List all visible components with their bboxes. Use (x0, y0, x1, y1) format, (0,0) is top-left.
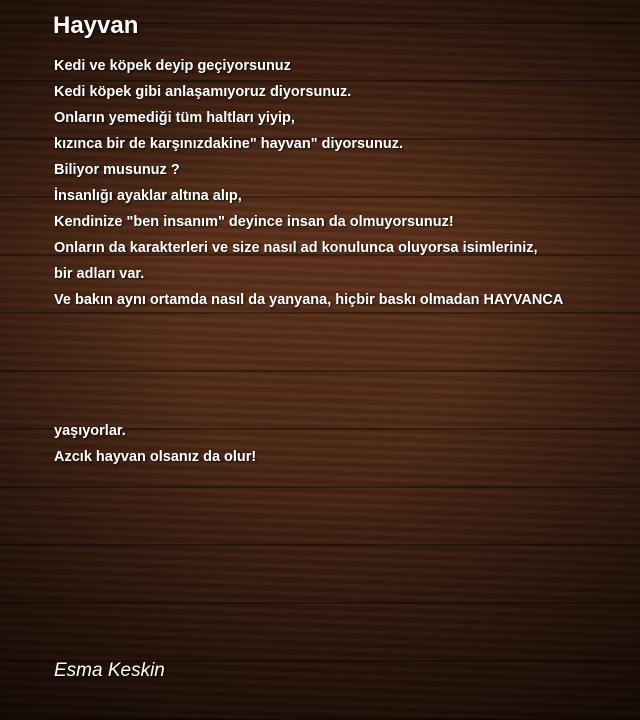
poem-line: yaşıyorlar. (54, 423, 126, 439)
poem-line: İnsanlığı ayaklar altına alıp, (54, 188, 242, 204)
poem-line: Onların yemediği tüm haltları yiyip, (54, 110, 295, 126)
author-name: Esma Keskin (54, 660, 165, 681)
poem-line: Kedi köpek gibi anlaşamıyoruz diyorsunuz. (54, 84, 352, 100)
poem-line: Kedi ve köpek deyip geçiyorsunuz (54, 58, 291, 74)
poem-line: bir adları var. (54, 266, 145, 282)
poem-line: Azcık hayvan olsanız da olur! (54, 449, 257, 465)
poem-body (54, 53, 634, 470)
poem-line: Biliyor musunuz ? (54, 162, 180, 178)
poem-line: Onların da karakterleri ve size nasıl ad konulunca oluyorsa isimleriniz, (54, 240, 538, 256)
poem-line: Kendinize "ben insanım" deyince insan da olmuyorsunuz! (54, 214, 454, 230)
poem-line: Ve bakın aynı ortamda nasıl da yanyana, hiçbir baskı olmadan HAYVANCA (54, 292, 564, 308)
stanza-gap (54, 313, 634, 418)
poem-title: Hayvan (53, 12, 139, 39)
poem-line: kızınca bir de karşınızdakine" hayvan" diyorsunuz. (54, 136, 403, 152)
